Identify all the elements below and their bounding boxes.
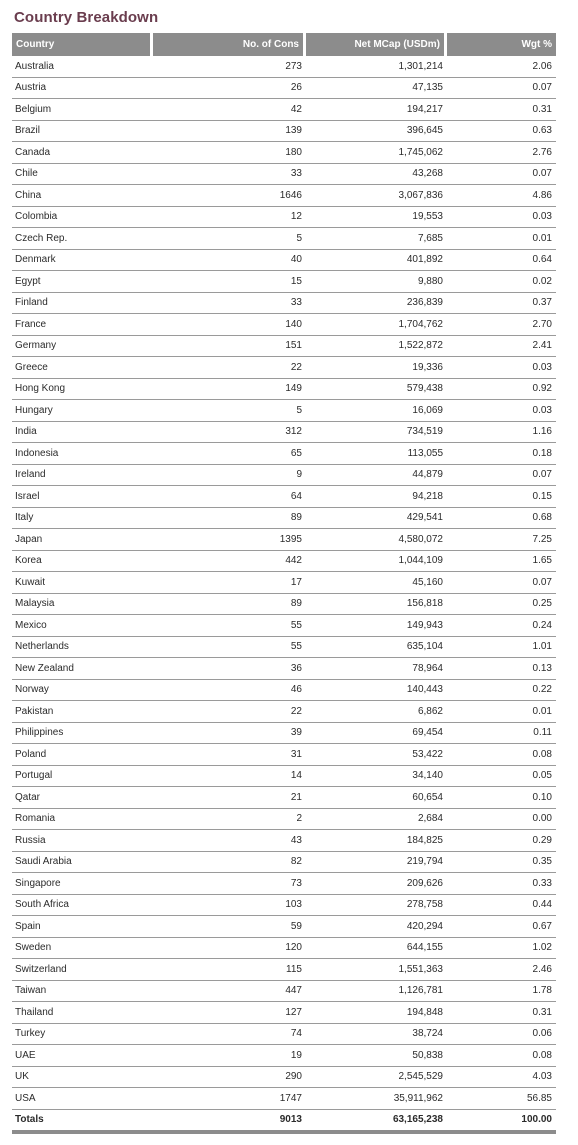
- table-row: [12, 723, 556, 745]
- table-row: [12, 508, 556, 530]
- cell-country: Indonesia: [12, 443, 153, 465]
- table-row: [12, 959, 556, 981]
- cell-no-of-cons: 120: [153, 938, 306, 960]
- table-row: [12, 981, 556, 1003]
- cell-net-mcap: 209,626: [306, 873, 447, 895]
- cell-weight: 1.65: [447, 551, 556, 573]
- cell-net-mcap: 53,422: [306, 744, 447, 766]
- cell-country: Hungary: [12, 400, 153, 422]
- cell-net-mcap: 43,268: [306, 164, 447, 186]
- cell-country: Egypt: [12, 271, 153, 293]
- table-row: [12, 56, 556, 78]
- cell-net-mcap: 35,911,962: [306, 1088, 447, 1110]
- cell-country: Chile: [12, 164, 153, 186]
- cell-net-mcap: 236,839: [306, 293, 447, 315]
- table-body: [12, 56, 556, 1110]
- table-row: [12, 873, 556, 895]
- cell-weight: 0.01: [447, 701, 556, 723]
- table-row: [12, 1045, 556, 1067]
- table-row: [12, 551, 556, 573]
- totals-no-of-cons: 9013: [153, 1110, 306, 1134]
- cell-no-of-cons: 36: [153, 658, 306, 680]
- cell-weight: 0.24: [447, 615, 556, 637]
- cell-weight: 0.15: [447, 486, 556, 508]
- cell-weight: 0.18: [447, 443, 556, 465]
- cell-country: France: [12, 314, 153, 336]
- cell-no-of-cons: 22: [153, 357, 306, 379]
- table-row: [12, 228, 556, 250]
- cell-country: Greece: [12, 357, 153, 379]
- table-row: [12, 594, 556, 616]
- cell-weight: 1.02: [447, 938, 556, 960]
- cell-net-mcap: 38,724: [306, 1024, 447, 1046]
- cell-weight: 0.10: [447, 787, 556, 809]
- totals-weight: 100.00: [447, 1110, 556, 1134]
- column-header-weight: Wgt %: [447, 33, 556, 56]
- cell-weight: 0.11: [447, 723, 556, 745]
- cell-no-of-cons: 89: [153, 508, 306, 530]
- cell-net-mcap: 429,541: [306, 508, 447, 530]
- cell-country: Italy: [12, 508, 153, 530]
- cell-net-mcap: 2,545,529: [306, 1067, 447, 1089]
- totals-net-mcap: 63,165,238: [306, 1110, 447, 1134]
- cell-weight: 0.03: [447, 400, 556, 422]
- cell-weight: 2.06: [447, 56, 556, 78]
- table-row: [12, 185, 556, 207]
- cell-no-of-cons: 151: [153, 336, 306, 358]
- cell-no-of-cons: 12: [153, 207, 306, 229]
- cell-country: Finland: [12, 293, 153, 315]
- cell-weight: 0.07: [447, 465, 556, 487]
- cell-weight: 0.08: [447, 1045, 556, 1067]
- table-header-row: [12, 33, 556, 56]
- table-row: [12, 637, 556, 659]
- table-row: [12, 271, 556, 293]
- cell-no-of-cons: 9: [153, 465, 306, 487]
- cell-no-of-cons: 33: [153, 164, 306, 186]
- cell-weight: 0.63: [447, 121, 556, 143]
- cell-weight: 0.68: [447, 508, 556, 530]
- cell-country: Australia: [12, 56, 153, 78]
- column-header-country: Country: [12, 33, 153, 56]
- cell-net-mcap: 113,055: [306, 443, 447, 465]
- cell-weight: 0.07: [447, 78, 556, 100]
- cell-no-of-cons: 5: [153, 400, 306, 422]
- cell-weight: 0.08: [447, 744, 556, 766]
- cell-no-of-cons: 180: [153, 142, 306, 164]
- cell-no-of-cons: 5: [153, 228, 306, 250]
- cell-weight: 0.03: [447, 207, 556, 229]
- cell-country: Taiwan: [12, 981, 153, 1003]
- table-row: [12, 1024, 556, 1046]
- cell-country: Russia: [12, 830, 153, 852]
- cell-net-mcap: 78,964: [306, 658, 447, 680]
- cell-no-of-cons: 89: [153, 594, 306, 616]
- cell-no-of-cons: 43: [153, 830, 306, 852]
- table-row: [12, 766, 556, 788]
- cell-country: Netherlands: [12, 637, 153, 659]
- cell-no-of-cons: 74: [153, 1024, 306, 1046]
- cell-country: Portugal: [12, 766, 153, 788]
- cell-net-mcap: 4,580,072: [306, 529, 447, 551]
- cell-weight: 0.67: [447, 916, 556, 938]
- cell-net-mcap: 1,551,363: [306, 959, 447, 981]
- table-row: [12, 314, 556, 336]
- cell-no-of-cons: 115: [153, 959, 306, 981]
- cell-net-mcap: 420,294: [306, 916, 447, 938]
- cell-net-mcap: 47,135: [306, 78, 447, 100]
- cell-weight: 0.07: [447, 572, 556, 594]
- totals-row: [12, 1110, 556, 1134]
- cell-no-of-cons: 17: [153, 572, 306, 594]
- cell-no-of-cons: 82: [153, 852, 306, 874]
- cell-weight: 0.00: [447, 809, 556, 831]
- cell-no-of-cons: 19: [153, 1045, 306, 1067]
- cell-no-of-cons: 442: [153, 551, 306, 573]
- cell-net-mcap: 156,818: [306, 594, 447, 616]
- cell-country: China: [12, 185, 153, 207]
- cell-country: Japan: [12, 529, 153, 551]
- cell-country: Brazil: [12, 121, 153, 143]
- cell-country: Korea: [12, 551, 153, 573]
- cell-no-of-cons: 273: [153, 56, 306, 78]
- cell-net-mcap: 1,044,109: [306, 551, 447, 573]
- table-row: [12, 486, 556, 508]
- table-row: [12, 787, 556, 809]
- cell-no-of-cons: 31: [153, 744, 306, 766]
- cell-net-mcap: 635,104: [306, 637, 447, 659]
- cell-net-mcap: 1,301,214: [306, 56, 447, 78]
- cell-no-of-cons: 14: [153, 766, 306, 788]
- cell-no-of-cons: 55: [153, 637, 306, 659]
- cell-no-of-cons: 312: [153, 422, 306, 444]
- table-row: [12, 293, 556, 315]
- table-row: [12, 615, 556, 637]
- cell-net-mcap: 3,067,836: [306, 185, 447, 207]
- cell-weight: 2.41: [447, 336, 556, 358]
- cell-net-mcap: 2,684: [306, 809, 447, 831]
- cell-net-mcap: 1,522,872: [306, 336, 447, 358]
- table-row: [12, 357, 556, 379]
- cell-weight: 1.16: [447, 422, 556, 444]
- cell-no-of-cons: 2: [153, 809, 306, 831]
- cell-no-of-cons: 73: [153, 873, 306, 895]
- cell-country: USA: [12, 1088, 153, 1110]
- cell-weight: 0.31: [447, 99, 556, 121]
- table-row: [12, 400, 556, 422]
- cell-no-of-cons: 59: [153, 916, 306, 938]
- cell-net-mcap: 396,645: [306, 121, 447, 143]
- cell-country: Israel: [12, 486, 153, 508]
- cell-no-of-cons: 40: [153, 250, 306, 272]
- cell-net-mcap: 194,217: [306, 99, 447, 121]
- cell-net-mcap: 16,069: [306, 400, 447, 422]
- cell-net-mcap: 9,880: [306, 271, 447, 293]
- cell-weight: 0.33: [447, 873, 556, 895]
- cell-weight: 0.35: [447, 852, 556, 874]
- cell-net-mcap: 194,848: [306, 1002, 447, 1024]
- table-row: [12, 99, 556, 121]
- cell-country: India: [12, 422, 153, 444]
- cell-weight: 7.25: [447, 529, 556, 551]
- table-row: [12, 1088, 556, 1110]
- cell-no-of-cons: 46: [153, 680, 306, 702]
- cell-no-of-cons: 127: [153, 1002, 306, 1024]
- cell-net-mcap: 44,879: [306, 465, 447, 487]
- cell-weight: 1.01: [447, 637, 556, 659]
- cell-weight: 2.76: [447, 142, 556, 164]
- table-row: [12, 658, 556, 680]
- cell-country: Mexico: [12, 615, 153, 637]
- table-row: [12, 809, 556, 831]
- cell-no-of-cons: 55: [153, 615, 306, 637]
- cell-no-of-cons: 447: [153, 981, 306, 1003]
- column-header-no-of-cons: No. of Cons: [153, 33, 306, 56]
- cell-no-of-cons: 140: [153, 314, 306, 336]
- cell-country: Spain: [12, 916, 153, 938]
- table-row: [12, 379, 556, 401]
- cell-country: Poland: [12, 744, 153, 766]
- totals-label: Totals: [12, 1110, 153, 1134]
- cell-no-of-cons: 42: [153, 99, 306, 121]
- cell-country: Ireland: [12, 465, 153, 487]
- table-row: [12, 142, 556, 164]
- cell-country: Colombia: [12, 207, 153, 229]
- table-row: [12, 465, 556, 487]
- cell-no-of-cons: 149: [153, 379, 306, 401]
- table-row: [12, 121, 556, 143]
- table-row: [12, 250, 556, 272]
- cell-country: Canada: [12, 142, 153, 164]
- table-row: [12, 916, 556, 938]
- cell-net-mcap: 140,443: [306, 680, 447, 702]
- cell-country: Singapore: [12, 873, 153, 895]
- cell-weight: 0.07: [447, 164, 556, 186]
- cell-weight: 0.29: [447, 830, 556, 852]
- cell-no-of-cons: 65: [153, 443, 306, 465]
- cell-no-of-cons: 1646: [153, 185, 306, 207]
- cell-net-mcap: 19,336: [306, 357, 447, 379]
- cell-weight: 56.85: [447, 1088, 556, 1110]
- cell-country: Denmark: [12, 250, 153, 272]
- table-row: [12, 1002, 556, 1024]
- table-row: [12, 336, 556, 358]
- cell-country: Turkey: [12, 1024, 153, 1046]
- cell-weight: 0.31: [447, 1002, 556, 1024]
- cell-weight: 0.01: [447, 228, 556, 250]
- table-row: [12, 938, 556, 960]
- cell-no-of-cons: 64: [153, 486, 306, 508]
- cell-weight: 0.37: [447, 293, 556, 315]
- cell-net-mcap: 644,155: [306, 938, 447, 960]
- cell-country: UK: [12, 1067, 153, 1089]
- cell-country: Germany: [12, 336, 153, 358]
- cell-weight: 4.03: [447, 1067, 556, 1089]
- cell-net-mcap: 69,454: [306, 723, 447, 745]
- cell-no-of-cons: 139: [153, 121, 306, 143]
- cell-net-mcap: 1,126,781: [306, 981, 447, 1003]
- cell-weight: 0.44: [447, 895, 556, 917]
- cell-net-mcap: 149,943: [306, 615, 447, 637]
- cell-net-mcap: 6,862: [306, 701, 447, 723]
- cell-country: Thailand: [12, 1002, 153, 1024]
- cell-country: Saudi Arabia: [12, 852, 153, 874]
- table-row: [12, 744, 556, 766]
- cell-net-mcap: 1,704,762: [306, 314, 447, 336]
- cell-no-of-cons: 1395: [153, 529, 306, 551]
- cell-net-mcap: 50,838: [306, 1045, 447, 1067]
- column-header-net-mcap: Net MCap (USDm): [306, 33, 447, 56]
- table-row: [12, 207, 556, 229]
- cell-country: Malaysia: [12, 594, 153, 616]
- cell-no-of-cons: 290: [153, 1067, 306, 1089]
- cell-country: Philippines: [12, 723, 153, 745]
- cell-weight: 0.25: [447, 594, 556, 616]
- cell-net-mcap: 7,685: [306, 228, 447, 250]
- cell-country: South Africa: [12, 895, 153, 917]
- cell-country: Norway: [12, 680, 153, 702]
- cell-weight: 0.92: [447, 379, 556, 401]
- cell-country: New Zealand: [12, 658, 153, 680]
- cell-no-of-cons: 15: [153, 271, 306, 293]
- cell-weight: 0.64: [447, 250, 556, 272]
- table-row: [12, 443, 556, 465]
- cell-weight: 0.13: [447, 658, 556, 680]
- cell-no-of-cons: 22: [153, 701, 306, 723]
- table-row: [12, 1067, 556, 1089]
- page-title: Country Breakdown: [14, 9, 159, 26]
- cell-country: Switzerland: [12, 959, 153, 981]
- cell-country: Belgium: [12, 99, 153, 121]
- cell-net-mcap: 94,218: [306, 486, 447, 508]
- table-row: [12, 852, 556, 874]
- cell-weight: 0.03: [447, 357, 556, 379]
- cell-net-mcap: 34,140: [306, 766, 447, 788]
- table-row: [12, 572, 556, 594]
- cell-net-mcap: 219,794: [306, 852, 447, 874]
- table-row: [12, 422, 556, 444]
- cell-country: UAE: [12, 1045, 153, 1067]
- cell-weight: 0.05: [447, 766, 556, 788]
- cell-country: Austria: [12, 78, 153, 100]
- cell-net-mcap: 19,553: [306, 207, 447, 229]
- cell-no-of-cons: 103: [153, 895, 306, 917]
- table-row: [12, 529, 556, 551]
- cell-net-mcap: 1,745,062: [306, 142, 447, 164]
- cell-weight: 1.78: [447, 981, 556, 1003]
- cell-weight: 0.02: [447, 271, 556, 293]
- table-row: [12, 895, 556, 917]
- cell-weight: 2.70: [447, 314, 556, 336]
- table-row: [12, 78, 556, 100]
- cell-country: Qatar: [12, 787, 153, 809]
- cell-no-of-cons: 21: [153, 787, 306, 809]
- table-row: [12, 680, 556, 702]
- cell-net-mcap: 184,825: [306, 830, 447, 852]
- cell-net-mcap: 579,438: [306, 379, 447, 401]
- cell-no-of-cons: 39: [153, 723, 306, 745]
- cell-country: Pakistan: [12, 701, 153, 723]
- country-breakdown-table: [12, 33, 556, 1134]
- table-row: [12, 701, 556, 723]
- cell-no-of-cons: 26: [153, 78, 306, 100]
- cell-net-mcap: 734,519: [306, 422, 447, 444]
- cell-net-mcap: 401,892: [306, 250, 447, 272]
- cell-net-mcap: 45,160: [306, 572, 447, 594]
- table-row: [12, 830, 556, 852]
- cell-no-of-cons: 1747: [153, 1088, 306, 1110]
- cell-country: Hong Kong: [12, 379, 153, 401]
- cell-net-mcap: 60,654: [306, 787, 447, 809]
- table-row: [12, 164, 556, 186]
- cell-country: Czech Rep.: [12, 228, 153, 250]
- cell-country: Kuwait: [12, 572, 153, 594]
- cell-country: Sweden: [12, 938, 153, 960]
- cell-weight: 4.86: [447, 185, 556, 207]
- cell-weight: 0.06: [447, 1024, 556, 1046]
- cell-net-mcap: 278,758: [306, 895, 447, 917]
- cell-no-of-cons: 33: [153, 293, 306, 315]
- cell-weight: 2.46: [447, 959, 556, 981]
- cell-weight: 0.22: [447, 680, 556, 702]
- cell-country: Romania: [12, 809, 153, 831]
